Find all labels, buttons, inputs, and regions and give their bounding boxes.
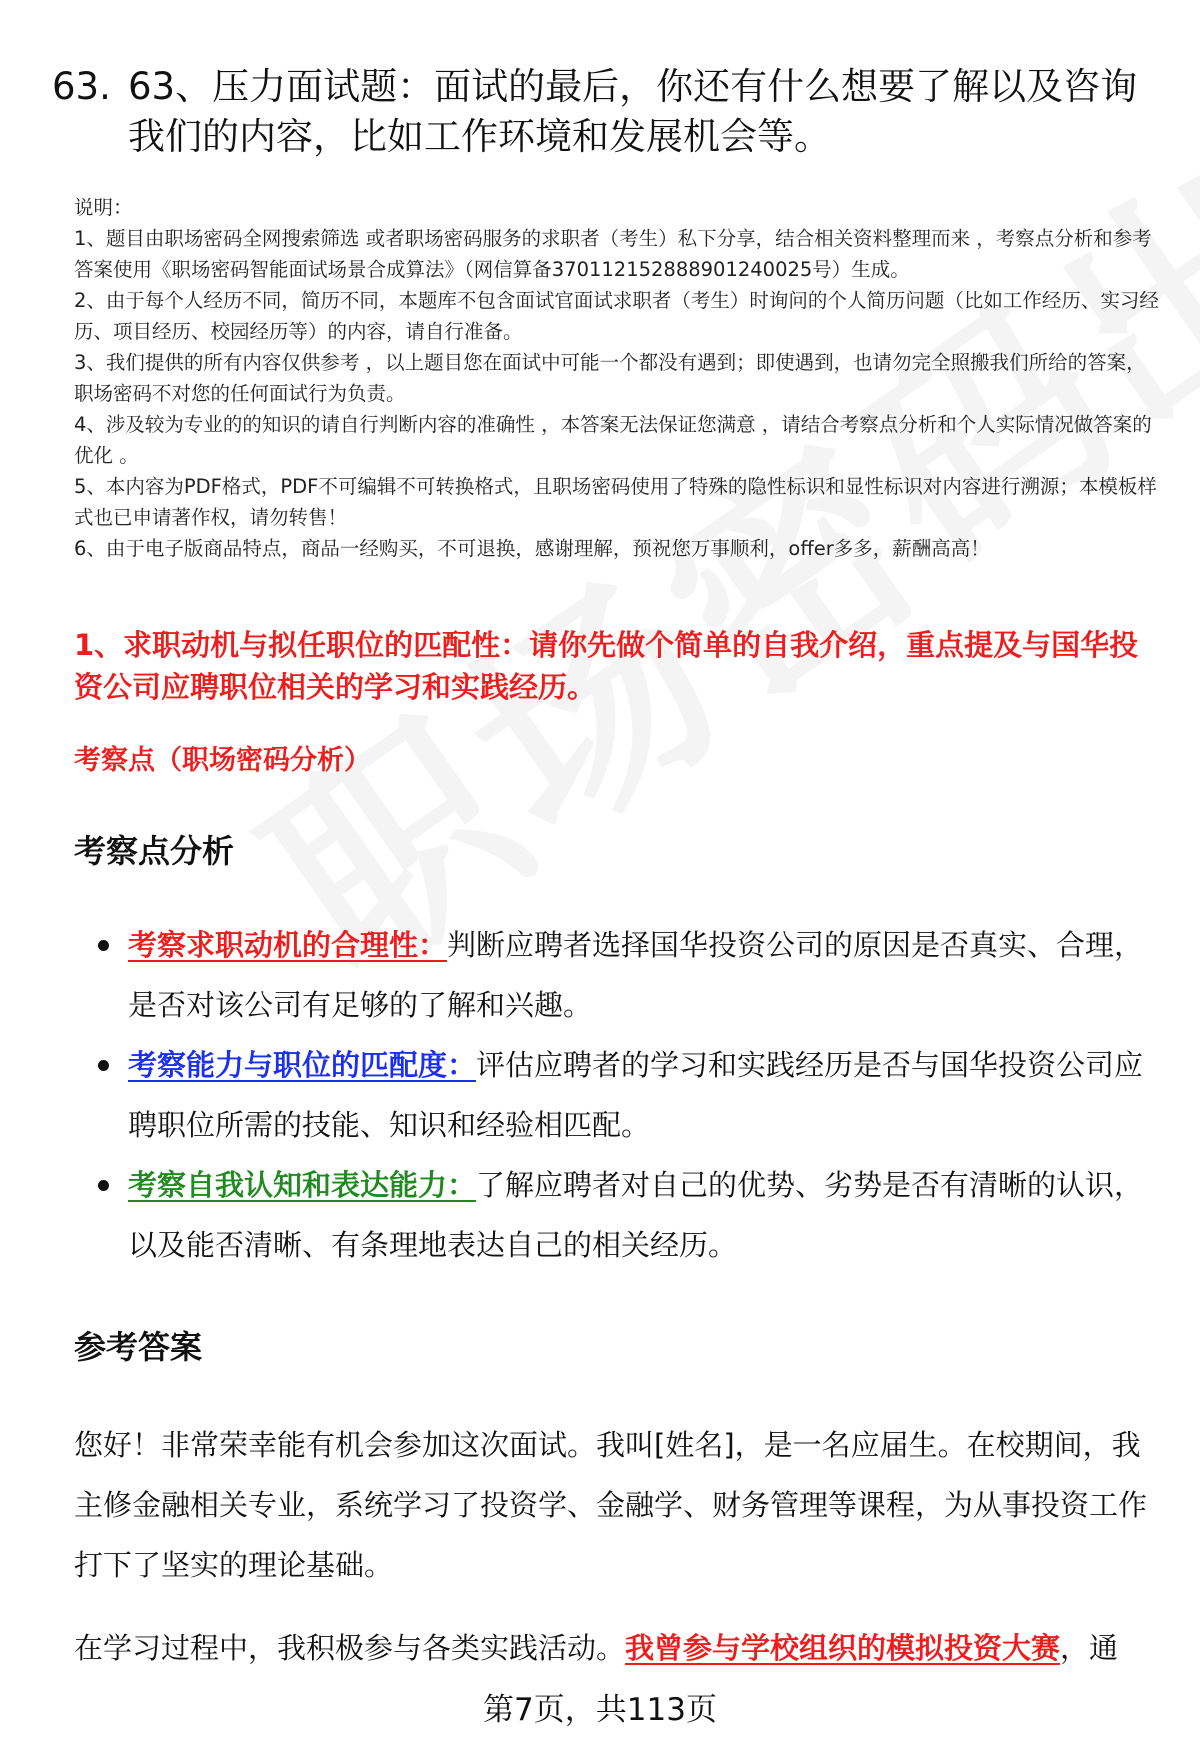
notes-item: 2、由于每个人经历不同，简历不同，本题库不包含面试官面试求职者（考生）时询问的个人简历问题（比如工作经历、实习经历、项目经历、校园经历等）的内容，请自行准备。 xyxy=(74,289,1159,343)
interview-question: 1、求职动机与拟任职位的匹配性：请你先做个简单的自我介绍，重点提及与国华投资公司应聘职位相关的学习和实践经历。 xyxy=(74,628,1139,704)
analysis-item xyxy=(74,1155,1154,1275)
analysis-text: 了解应聘者对自己的优势、劣势是否有清晰的认识，以及能否清晰、有条理地表达自己的相关经历。 xyxy=(128,1168,1144,1262)
notes-item: 6、由于电子版商品特点，商品一经购买，不可退换，感谢理解，预祝您万事顺利，offer多多，薪酬高高！ xyxy=(74,537,990,560)
analysis-key: 考察求职动机的合理性： xyxy=(128,928,448,962)
answer-text: 在学习过程中，我积极参与各类实践活动。 xyxy=(74,1631,626,1665)
bullet-icon xyxy=(98,940,109,951)
answer-highlight: 我曾参与学校组织的模拟投资大赛 xyxy=(625,1631,1061,1665)
notes-item: 5、本内容为PDF格式，PDF不可编辑不可转换格式，且职场密码使用了特殊的隐性标识和显性标识对内容进行溯源；本模板样式也已申请著作权，请勿转售！ xyxy=(74,475,1157,529)
answer-paragraph-1: 您好！非常荣幸能有机会参加这次面试。我叫[姓名]，是一名应届生。在校期间，我主修金融相关专业，系统学习了投资学、金融学、财务管理等课程，为从事投资工作打下了坚实的理论基础。 xyxy=(74,1428,1148,1582)
kaochadian-label: 考察点（职场密码分析） xyxy=(74,745,371,776)
answer-paragraph-2 xyxy=(74,1618,1154,1678)
analysis-item xyxy=(74,915,1154,1035)
question-text: 63、压力面试题：面试的最后，你还有什么想要了解以及咨询我们的内容，比如工作环境和发展机会等。 xyxy=(128,65,1138,158)
analysis-heading: 考察点分析 xyxy=(74,832,235,870)
notes-heading: 说明： xyxy=(74,196,133,219)
analysis-list xyxy=(74,915,1154,1275)
notes-item: 4、涉及较为专业的的知识的请自行判断内容的准确性 ，本答案无法保证您满意 ，请结合考察点分析和个人实际情况做答案的优化 。 xyxy=(74,413,1152,467)
answer-heading: 参考答案 xyxy=(74,1328,203,1366)
answer-text-tail: ，通 xyxy=(1060,1631,1119,1665)
page-footer: 第7页，共113页 xyxy=(483,1692,717,1728)
question-title xyxy=(52,62,1152,162)
notes-item: 3、我们提供的所有内容仅供参考 ，以上题目您在面试中可能一个都没有遇到；即使遇到，也请勿完全照搬我们所给的答案，职场密码不对您的任何面试行为负责。 xyxy=(74,351,1146,405)
bullet-icon xyxy=(98,1180,109,1191)
analysis-text: 判断应聘者选择国华投资公司的原因是否真实、合理，是否对该公司有足够的了解和兴趣。 xyxy=(128,928,1144,1022)
question-number: 63. xyxy=(52,65,111,108)
analysis-key: 考察自我认知和表达能力： xyxy=(128,1168,477,1202)
bullet-icon xyxy=(98,1060,109,1071)
analysis-item xyxy=(74,1035,1154,1155)
notes-item: 1、题目由职场密码全网搜索筛选 或者职场密码服务的求职者（考生）私下分享，结合相关资料整理而来 ，考察点分析和参考答案使用《职场密码智能面试场景合成算法》（网信算备370112152888901240025号）生成。 xyxy=(74,227,1152,281)
analysis-text: 评估应聘者的学习和实践经历是否与国华投资公司应聘职位所需的技能、知识和经验相匹配。 xyxy=(128,1048,1144,1142)
notes-section xyxy=(74,192,1164,564)
analysis-key: 考察能力与职位的匹配度： xyxy=(128,1048,477,1082)
